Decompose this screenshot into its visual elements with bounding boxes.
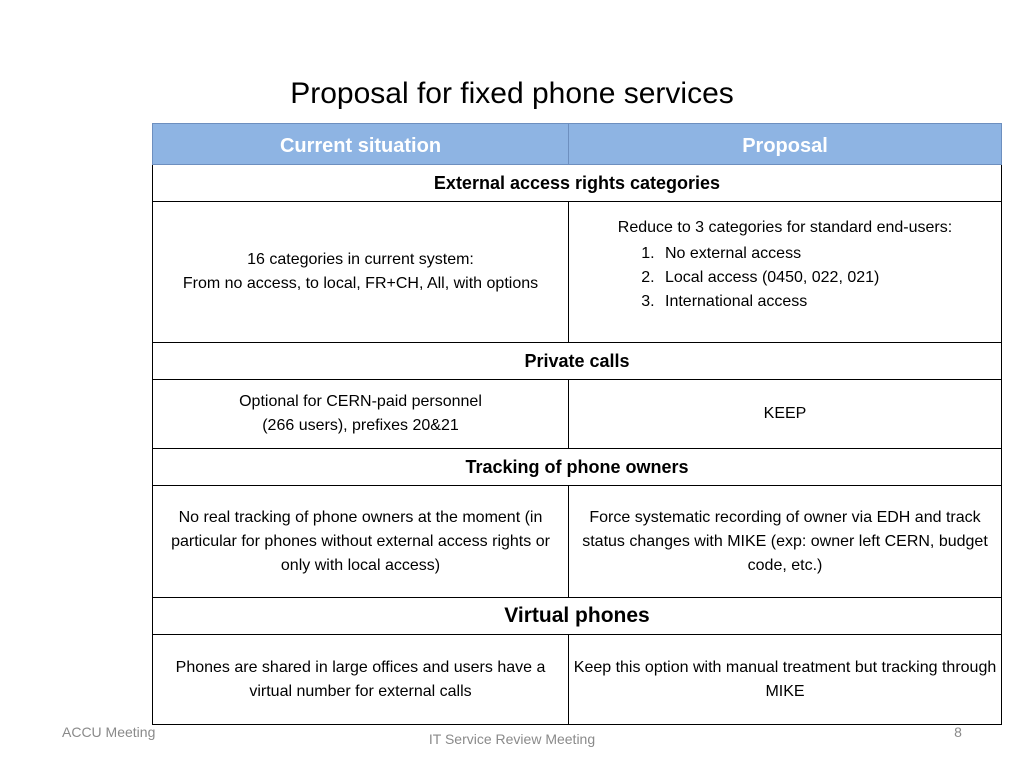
table-row (153, 380, 1002, 449)
list-item: 1. No external access (659, 242, 999, 266)
page-number: 8 (954, 724, 962, 740)
list-item: 3. International access (659, 290, 999, 314)
header-proposal: Proposal (569, 124, 1002, 165)
current-cell: Phones are shared in large offices and users have a virtual number for external calls (153, 635, 569, 725)
current-line: 16 categories in current system: (247, 251, 474, 268)
current-cell (153, 380, 569, 449)
list-item: 2. Local access (0450, 022, 021) (659, 266, 999, 290)
comparison-table (152, 123, 1002, 725)
proposal-cell: Force systematic recording of owner via EDH and track status changes with MIKE (exp: owner left CERN, budget code, etc.) (569, 486, 1002, 598)
current-line: From no access, to local, FR+CH, All, with options (182, 275, 539, 292)
header-current-situation: Current situation (153, 124, 569, 165)
section-heading: Virtual phones (153, 598, 1002, 635)
table-header-row (153, 124, 1002, 165)
current-cell (153, 202, 569, 343)
current-line: Optional for CERN-paid personnel (239, 393, 482, 410)
proposal-cell (569, 202, 1002, 343)
current-line: (266 users), prefixes 20&21 (262, 417, 459, 434)
section-row-external-access (153, 165, 1002, 202)
table-row (153, 635, 1002, 725)
table-row (153, 202, 1002, 343)
slide-title: Proposal for fixed phone services (290, 77, 734, 110)
proposal-list (571, 242, 999, 314)
current-cell: No real tracking of phone owners at the moment (in particular for phones without external access rights or only with local access) (153, 486, 569, 598)
table-row (153, 486, 1002, 598)
section-row-private-calls (153, 343, 1002, 380)
section-heading: External access rights categories (153, 165, 1002, 202)
footer-left-text: ACCU Meeting (62, 724, 156, 740)
proposal-cell: Keep this option with manual treatment but tracking through MIKE (569, 635, 1002, 725)
section-heading: Tracking of phone owners (153, 449, 1002, 486)
proposal-cell: KEEP (569, 380, 1002, 449)
section-row-tracking (153, 449, 1002, 486)
section-row-virtual-phones (153, 598, 1002, 635)
footer-center-text: IT Service Review Meeting (428, 731, 596, 747)
proposal-intro: Reduce to 3 categories for standard end-users: (617, 219, 953, 236)
section-heading: Private calls (153, 343, 1002, 380)
